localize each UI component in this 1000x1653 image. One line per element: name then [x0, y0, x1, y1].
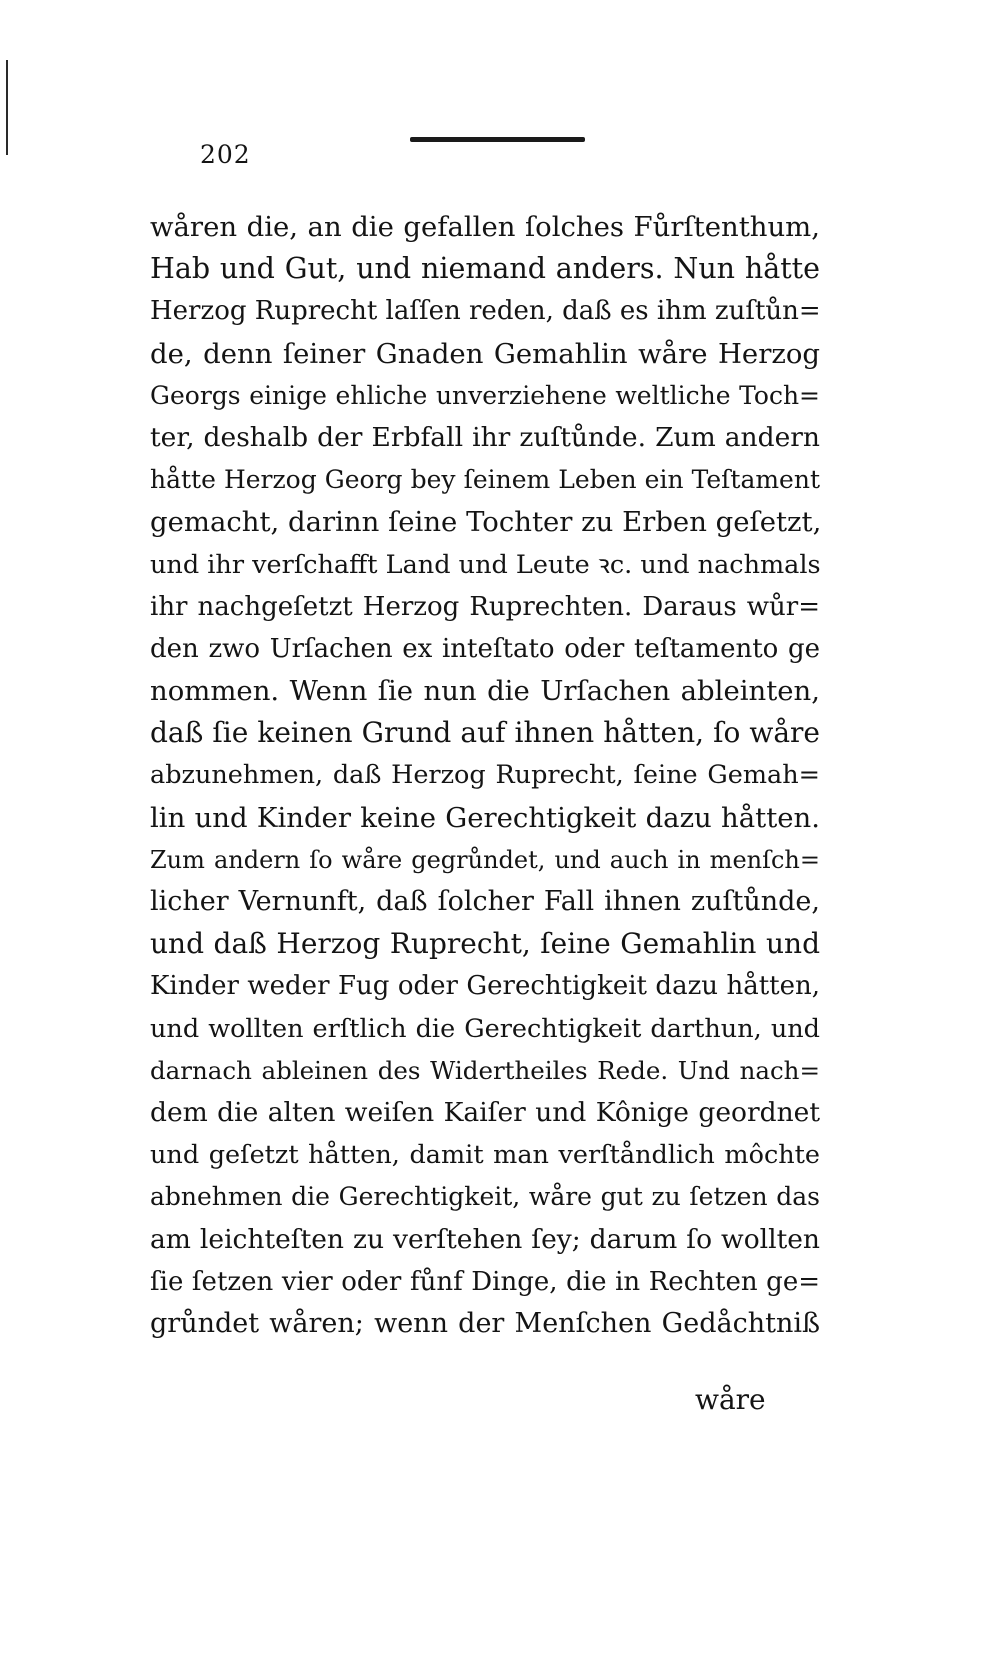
text-line: licher Vernunft, daß ſolcher Fall ihnen zuſtůnde,	[150, 886, 820, 917]
text-line: darnach ableinen des Widertheiles Rede. Und nach=	[150, 1055, 820, 1085]
text-line: Georgs einige ehliche unverziehene weltliche Toch=	[150, 380, 820, 410]
text-line: dem die alten weiſen Kaiſer und Kônige geordnet	[150, 1096, 820, 1128]
text-line: håtte Herzog Georg bey ſeinem Leben ein Teſtament	[150, 465, 820, 495]
text-line: abzunehmen, daß Herzog Ruprecht, ſeine Gemah=	[150, 760, 820, 791]
page-number: 202	[200, 140, 251, 169]
text-line: wåren die, an die gefallen ſolches Fůrſtenthum,	[150, 211, 820, 243]
text-line: gemacht, darinn ſeine Tochter zu Erben geſetzt,	[150, 506, 822, 539]
scan-edge-mark	[6, 60, 8, 155]
text-line: am leichteſten zu verſtehen ſey; darum ſo wollten	[150, 1223, 820, 1255]
text-line: ter, deshalb der Erbfall ihr zuſtůnde. Zum andern	[150, 421, 820, 453]
text-line: Hab und Gut, und niemand anders. Nun håtte	[150, 252, 820, 286]
text-line: de, denn ſeiner Gnaden Gemahlin wåre Herzog	[150, 337, 820, 370]
text-line: lin und Kinder keine Gerechtigkeit dazu håtten.	[150, 801, 820, 834]
body-text	[150, 206, 820, 1345]
text-line: ihr nachgeſetzt Herzog Ruprechten. Daraus wůr=	[150, 591, 820, 622]
text-line: und ihr verſchafft Land und Leute ꝛc. und nachmals	[150, 549, 821, 580]
text-line: Zum andern ſo wåre gegrůndet, und auch in menſch=	[150, 845, 820, 874]
catchword: wåre	[695, 1383, 766, 1416]
text-line: ſie ſetzen vier oder fůnf Dinge, die in Rechten ge=	[150, 1266, 820, 1297]
text-line: und wollten erſtlich die Gerechtigkeit darthun, und	[150, 1013, 820, 1044]
header-rule	[410, 137, 585, 142]
text-line: und geſetzt håtten, damit man verſtåndlich môchte	[150, 1140, 820, 1171]
text-line: und daß Herzog Ruprecht, ſeine Gemahlin und	[150, 927, 820, 961]
text-line: den zwo Urſachen ex inteſtato oder teſtamento ge	[150, 633, 820, 664]
text-line: Herzog Ruprecht laſſen reden, daß es ihm zuſtůn=	[150, 296, 821, 327]
text-line: Kinder weder Fug oder Gerechtigkeit dazu håtten,	[150, 971, 820, 1002]
text-line: abnehmen die Gerechtigkeit, wåre gut zu ſetzen das	[150, 1182, 820, 1212]
text-line: daß ſie keinen Grund auf ihnen håtten, ſo wåre	[150, 716, 820, 750]
text-line: grůndet wåren; wenn der Menſchen Gedåchtniß	[150, 1307, 820, 1339]
text-line: nommen. Wenn ſie nun die Urſachen ableinten,	[150, 675, 820, 708]
